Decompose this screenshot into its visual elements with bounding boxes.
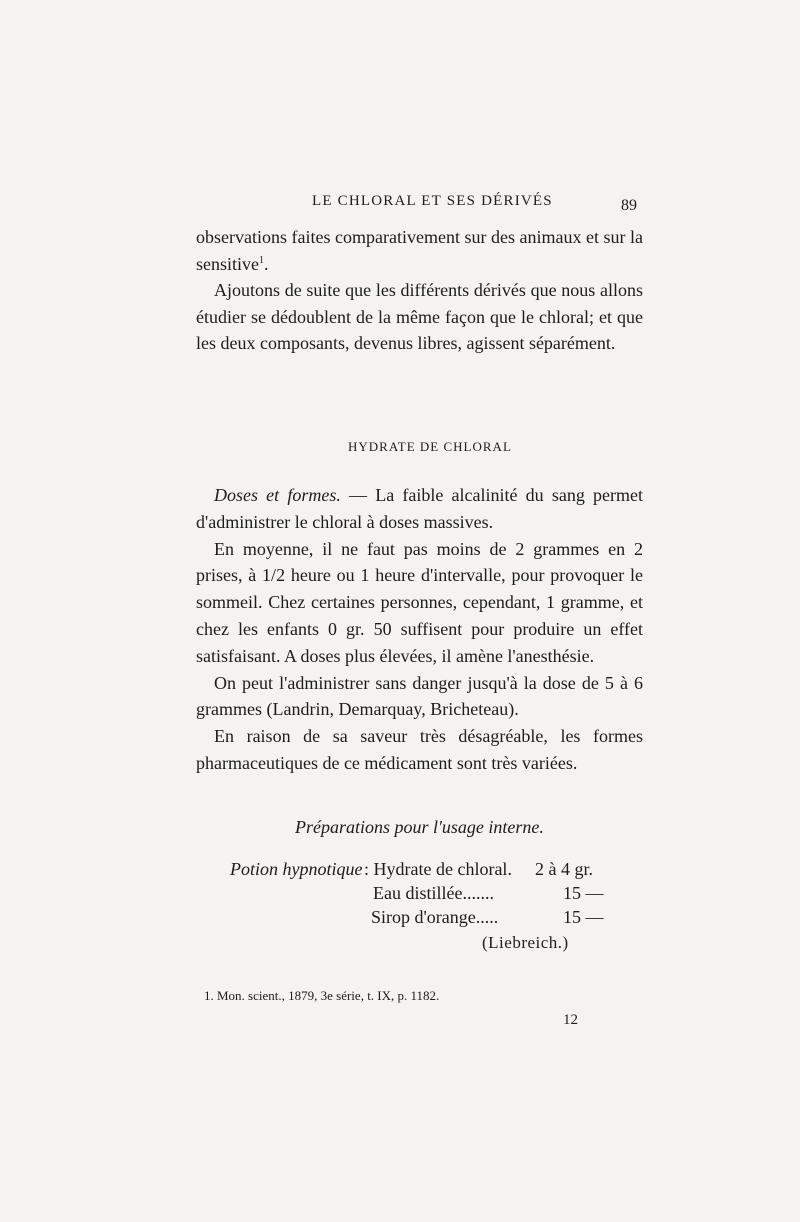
paragraph-continuation: observations faites comparativement sur des animaux et sur la sensitive$^1$. — [196, 227, 643, 274]
recipe-dose: 2 à 4 gr. — [535, 859, 593, 879]
paragraph-derivatives: Ajoutons de suite que les différents dérivés que nous allons étudier se dédoublent de la même façon que le chloral; et que les deux composants, devenus libres, agissent séparément. — [196, 280, 643, 353]
paragraph-average-dose: En moyenne, il ne faut pas moins de 2 grammes en 2 prises, à 1/2 heure ou 1 heure d'intervalle, pour provoquer le sommeil. Chez certaines personnes, cependant, 1 gramme, et chez les enfants 0 gr. 50 suffisent pour produire un effet satisfaisant. A doses plus élevées, il amène l'anesthésie. — [196, 538, 643, 666]
recipe-attribution: (Liebreich.) — [482, 933, 569, 952]
running-title: LE CHLORAL ET SES DÉRIVÉS — [312, 193, 553, 209]
recipe-ingredient: Sirop d'orange..... — [371, 907, 499, 927]
recipe-ingredient: Eau distillée....... — [373, 883, 494, 903]
paragraph-doses: Doses et formes. — La faible alcalinité du sang permet d'administrer le chloral à doses massives. — [196, 485, 644, 532]
page-number: 89 — [621, 197, 637, 214]
recipe-dose: 15 — — [563, 907, 604, 927]
paragraph-max-dose: On peut l'administrer sans danger jusqu'à la dose de 5 à 6 grammes (Landrin, Demarquay, Bricheteau). — [196, 672, 643, 720]
footnote: 1. Mon. scient., 1879, 3e série, t. IX, p. 1182. — [204, 988, 440, 1003]
footnote-ref: 1 — [259, 254, 264, 266]
signature-mark: 12 — [563, 1012, 578, 1028]
body-main — [196, 482, 643, 777]
recipe-name: Potion hypnotique — [230, 859, 363, 879]
recipe-ingredient: : Hydrate de chloral. — [364, 859, 512, 879]
preparations-title: Préparations pour l'usage interne. — [295, 817, 544, 837]
paragraph-forms: En raison de sa saveur très désagréable, les formes pharmaceutiques de ce médicament sont très variées. — [196, 726, 643, 773]
recipe-dose: 15 — — [563, 883, 604, 903]
doses-label: Doses et formes. — [214, 485, 341, 505]
body-top — [196, 224, 643, 357]
section-title: HYDRATE DE CHLORAL — [348, 439, 512, 454]
